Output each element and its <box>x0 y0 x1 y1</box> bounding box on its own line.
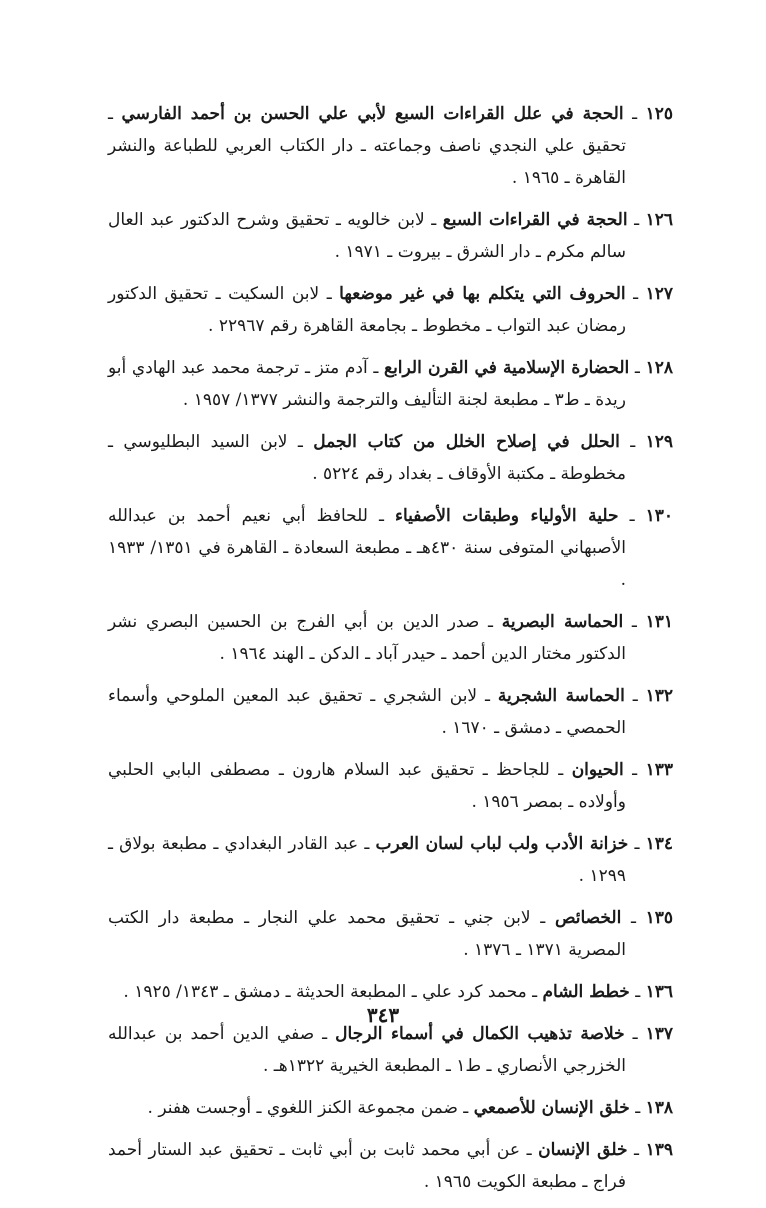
entry-title: خلق الإنسان <box>538 1140 628 1160</box>
bibliography-entry: ١٣٩ ـ خلق الإنسان ـ عن أبي محمد ثابت بن أبي ثابت ـ تحقيق عبد الستار أحمد فراج ـ مطبعة الكويت ١٩٦٥ . <box>108 1140 674 1192</box>
bibliography-entry: ١٣٧ ـ خلاصة تذهيب الكمال في أسماء الرجال ـ صفي الدين أحمد بن عبدالله الخزرجي الأنصاري ـ ط١ ـ المطبعة الخيرية ١٣٢٢هـ . <box>108 1024 673 1076</box>
entry-details: لابن الشجري ـ تحقيق عبد المعين الملوحي وأسماء الحمصي ـ دمشق ـ ١٦٧٠ . <box>108 686 626 738</box>
bibliography-entry: ١٢٥ ـ الحجة في علل القراءات السبع لأبي علي الحسن بن أحمد الفارسي ـ تحقيق علي النجدي ناصف وجماعته ـ دار الكتاب العربي للطباعة والنشر القاهرة ـ ١٩٦٥ . <box>108 104 673 188</box>
bibliography-entry: ١٣٨ ـ خلق الإنسان للأصمعي ـ ضمن مجموعة الكنز اللغوي ـ أوجست هفنر . <box>147 1098 673 1118</box>
entry-title: الحلل في إصلاح الخلل من كتاب الجمل <box>313 432 620 452</box>
entry-number: ١٢٧ <box>645 284 673 304</box>
bibliography-entry: ١٣٣ ـ الحيوان ـ للجاحظ ـ تحقيق عبد السلام هارون ـ مصطفى البابي الحلبي وأولاده ـ بمصر ١٩٥٦ . <box>108 760 673 812</box>
entry-number: ١٣٣ <box>645 760 673 780</box>
bibliography-entry: ١٢٩ ـ الحلل في إصلاح الخلل من كتاب الجمل ـ لابن السيد البطليوسي ـ مخطوطة ـ مكتبة الأوقاف ـ بغداد رقم ٥٢٢٤ . <box>108 432 673 484</box>
entry-details: محمد كرد علي ـ المطبعة الحديثة ـ دمشق ـ ١٣٤٣/ ١٩٢٥ . <box>123 982 527 1002</box>
entry-title: الحضارة الإسلامية في القرن الرابع <box>384 358 630 378</box>
entry-details: ضمن مجموعة الكنز اللغوي ـ أوجست هفنر . <box>147 1098 458 1118</box>
entry-details: للحافظ أبي نعيم أحمد بن عبدالله الأصبهاني المتوفى سنة ٤٣٠هـ ـ مطبعة السعادة ـ القاهرة في ١٣٥١/ ١٩٣٣ . <box>108 506 627 590</box>
entry-number: ١٣١ <box>645 612 673 632</box>
entry-number: ١٣٢ <box>645 686 673 706</box>
bibliography-entry: ١٣٢ ـ الحماسة الشجرية ـ لابن الشجري ـ تحقيق عبد المعين الملوحي وأسماء الحمصي ـ دمشق ـ ١٦٧٠ . <box>108 686 673 738</box>
entry-number: ١٢٥ <box>645 104 673 124</box>
entry-number: ١٣٠ <box>645 506 673 526</box>
entry-details: للجاحظ ـ تحقيق عبد السلام هارون ـ مصطفى البابي الحلبي وأولاده ـ بمصر ١٩٥٦ . <box>108 760 626 812</box>
bibliography-entry: ١٢٨ ـ الحضارة الإسلامية في القرن الرابع ـ آدم متز ـ ترجمة محمد عبد الهادي أبو ريدة ـ ط٣ ـ مطبعة لجنة التأليف والترجمة والنشر ١٣٧٧/ ١٩٥٧ . <box>108 358 673 410</box>
entry-details: آدم متز ـ ترجمة محمد عبد الهادي أبو ريدة ـ ط٣ ـ مطبعة لجنة التأليف والترجمة والنشر ١٣٧٧/ ١٩٥٧ . <box>108 358 626 410</box>
entry-number: ١٣٥ <box>645 908 674 928</box>
entry-details: لابن السكيت ـ تحقيق الدكتور رمضان عبد التواب ـ مخطوط ـ بجامعة القاهرة رقم ٢٢٩٦٧ . <box>108 284 626 336</box>
entry-title: الخصائص <box>554 908 622 928</box>
entry-number: ١٣٤ <box>645 834 673 854</box>
entry-details: لابن خالويه ـ تحقيق وشرح الدكتور عبد العال سالم مكرم ـ دار الشرق ـ بيروت ـ ١٩٧١ . <box>108 210 626 262</box>
entry-title: خلق الإنسان للأصمعي <box>473 1098 630 1118</box>
entry-details: تحقيق علي النجدي ناصف وجماعته ـ دار الكتاب العربي للطباعة والنشر القاهرة ـ ١٩٦٥ . <box>108 136 626 188</box>
page-number: ٣٤٣ <box>366 1003 400 1027</box>
entry-title: الحماسة البصرية <box>501 612 624 632</box>
entry-title: الحيوان <box>571 760 624 780</box>
entry-details: صدر الدين بن أبي الفرج بن الحسين البصري نشر الدكتور مختار الدين أحمد ـ حيدر آباد ـ الدكن ـ الهند ١٩٦٤ . <box>108 612 626 664</box>
entry-details: لابن جني ـ تحقيق محمد علي النجار ـ مطبعة دار الكتب المصرية ١٣٧١ ـ ١٣٧٦ . <box>108 908 626 960</box>
entry-title: خطط الشام <box>542 982 630 1002</box>
bibliography-entry: ١٣٤ ـ خزانة الأدب ولب لباب لسان العرب ـ عبد القادر البغدادي ـ مطبعة بولاق ـ ١٢٩٩ . <box>108 834 673 886</box>
bibliography-entry: ١٢٦ ـ الحجة في القراءات السبع ـ لابن خالويه ـ تحقيق وشرح الدكتور عبد العال سالم مكرم ـ دار الشرق ـ بيروت ـ ١٩٧١ . <box>108 210 673 262</box>
entry-title: حلية الأولياء وطبقات الأصفياء <box>394 506 619 526</box>
entry-number: ١٢٩ <box>645 432 673 452</box>
entry-title: الحماسة الشجرية <box>497 686 625 706</box>
entry-number: ١٣٦ <box>645 982 673 1002</box>
entry-details: عبد القادر البغدادي ـ مطبعة بولاق ـ ١٢٩٩ . <box>108 834 626 886</box>
entry-number: ١٣٩ <box>645 1140 674 1160</box>
entry-details: صفي الدين أحمد بن عبدالله الخزرجي الأنصاري ـ ط١ ـ المطبعة الخيرية ١٣٢٢هـ . <box>108 1024 626 1076</box>
entry-number: ١٣٨ <box>645 1098 673 1118</box>
bibliography-entry: ١٣٠ ـ حلية الأولياء وطبقات الأصفياء ـ للحافظ أبي نعيم أحمد بن عبدالله الأصبهاني المتوفى سنة ٤٣٠هـ ـ مطبعة السعادة ـ القاهرة في ١٣٥١/ ١٩٣٣ . <box>108 506 673 590</box>
bibliography-entry: ١٣٥ ـ الخصائص ـ لابن جني ـ تحقيق محمد علي النجار ـ مطبعة دار الكتب المصرية ١٣٧١ ـ ١٣٧٦ . <box>108 908 674 960</box>
bibliography-entry: ١٣٦ ـ خطط الشام ـ محمد كرد علي ـ المطبعة الحديثة ـ دمشق ـ ١٣٤٣/ ١٩٢٥ . <box>123 982 673 1002</box>
entry-title: الحجة في القراءات السبع <box>442 210 628 230</box>
entry-title: الحروف التي يتكلم بها في غير موضعها <box>339 284 626 304</box>
entry-details: لابن السيد البطليوسي ـ مخطوطة ـ مكتبة الأوقاف ـ بغداد رقم ٥٢٢٤ . <box>108 432 626 484</box>
entry-number: ١٢٦ <box>645 210 673 230</box>
entry-details: عن أبي محمد ثابت بن أبي ثابت ـ تحقيق عبد الستار أحمد فراج ـ مطبعة الكويت ١٩٦٥ . <box>108 1140 626 1192</box>
entry-number: ١٢٨ <box>645 358 673 378</box>
bibliography-entry: ١٢٧ ـ الحروف التي يتكلم بها في غير موضعها ـ لابن السكيت ـ تحقيق الدكتور رمضان عبد التواب ـ مخطوط ـ بجامعة القاهرة رقم ٢٢٩٦٧ . <box>108 284 673 336</box>
bibliography-list <box>108 98 673 1208</box>
entry-title: خلاصة تذهيب الكمال في أسماء الرجال <box>335 1024 625 1044</box>
entry-title: خزانة الأدب ولب لباب لسان العرب <box>375 834 629 854</box>
bibliography-entry: ١٣١ ـ الحماسة البصرية ـ صدر الدين بن أبي الفرج بن الحسين البصري نشر الدكتور مختار الدين أحمد ـ حيدر آباد ـ الدكن ـ الهند ١٩٦٤ . <box>108 612 673 664</box>
entry-title: الحجة في علل القراءات السبع لأبي علي الحسن بن أحمد الفارسي <box>121 104 624 124</box>
entry-number: ١٣٧ <box>645 1024 673 1044</box>
